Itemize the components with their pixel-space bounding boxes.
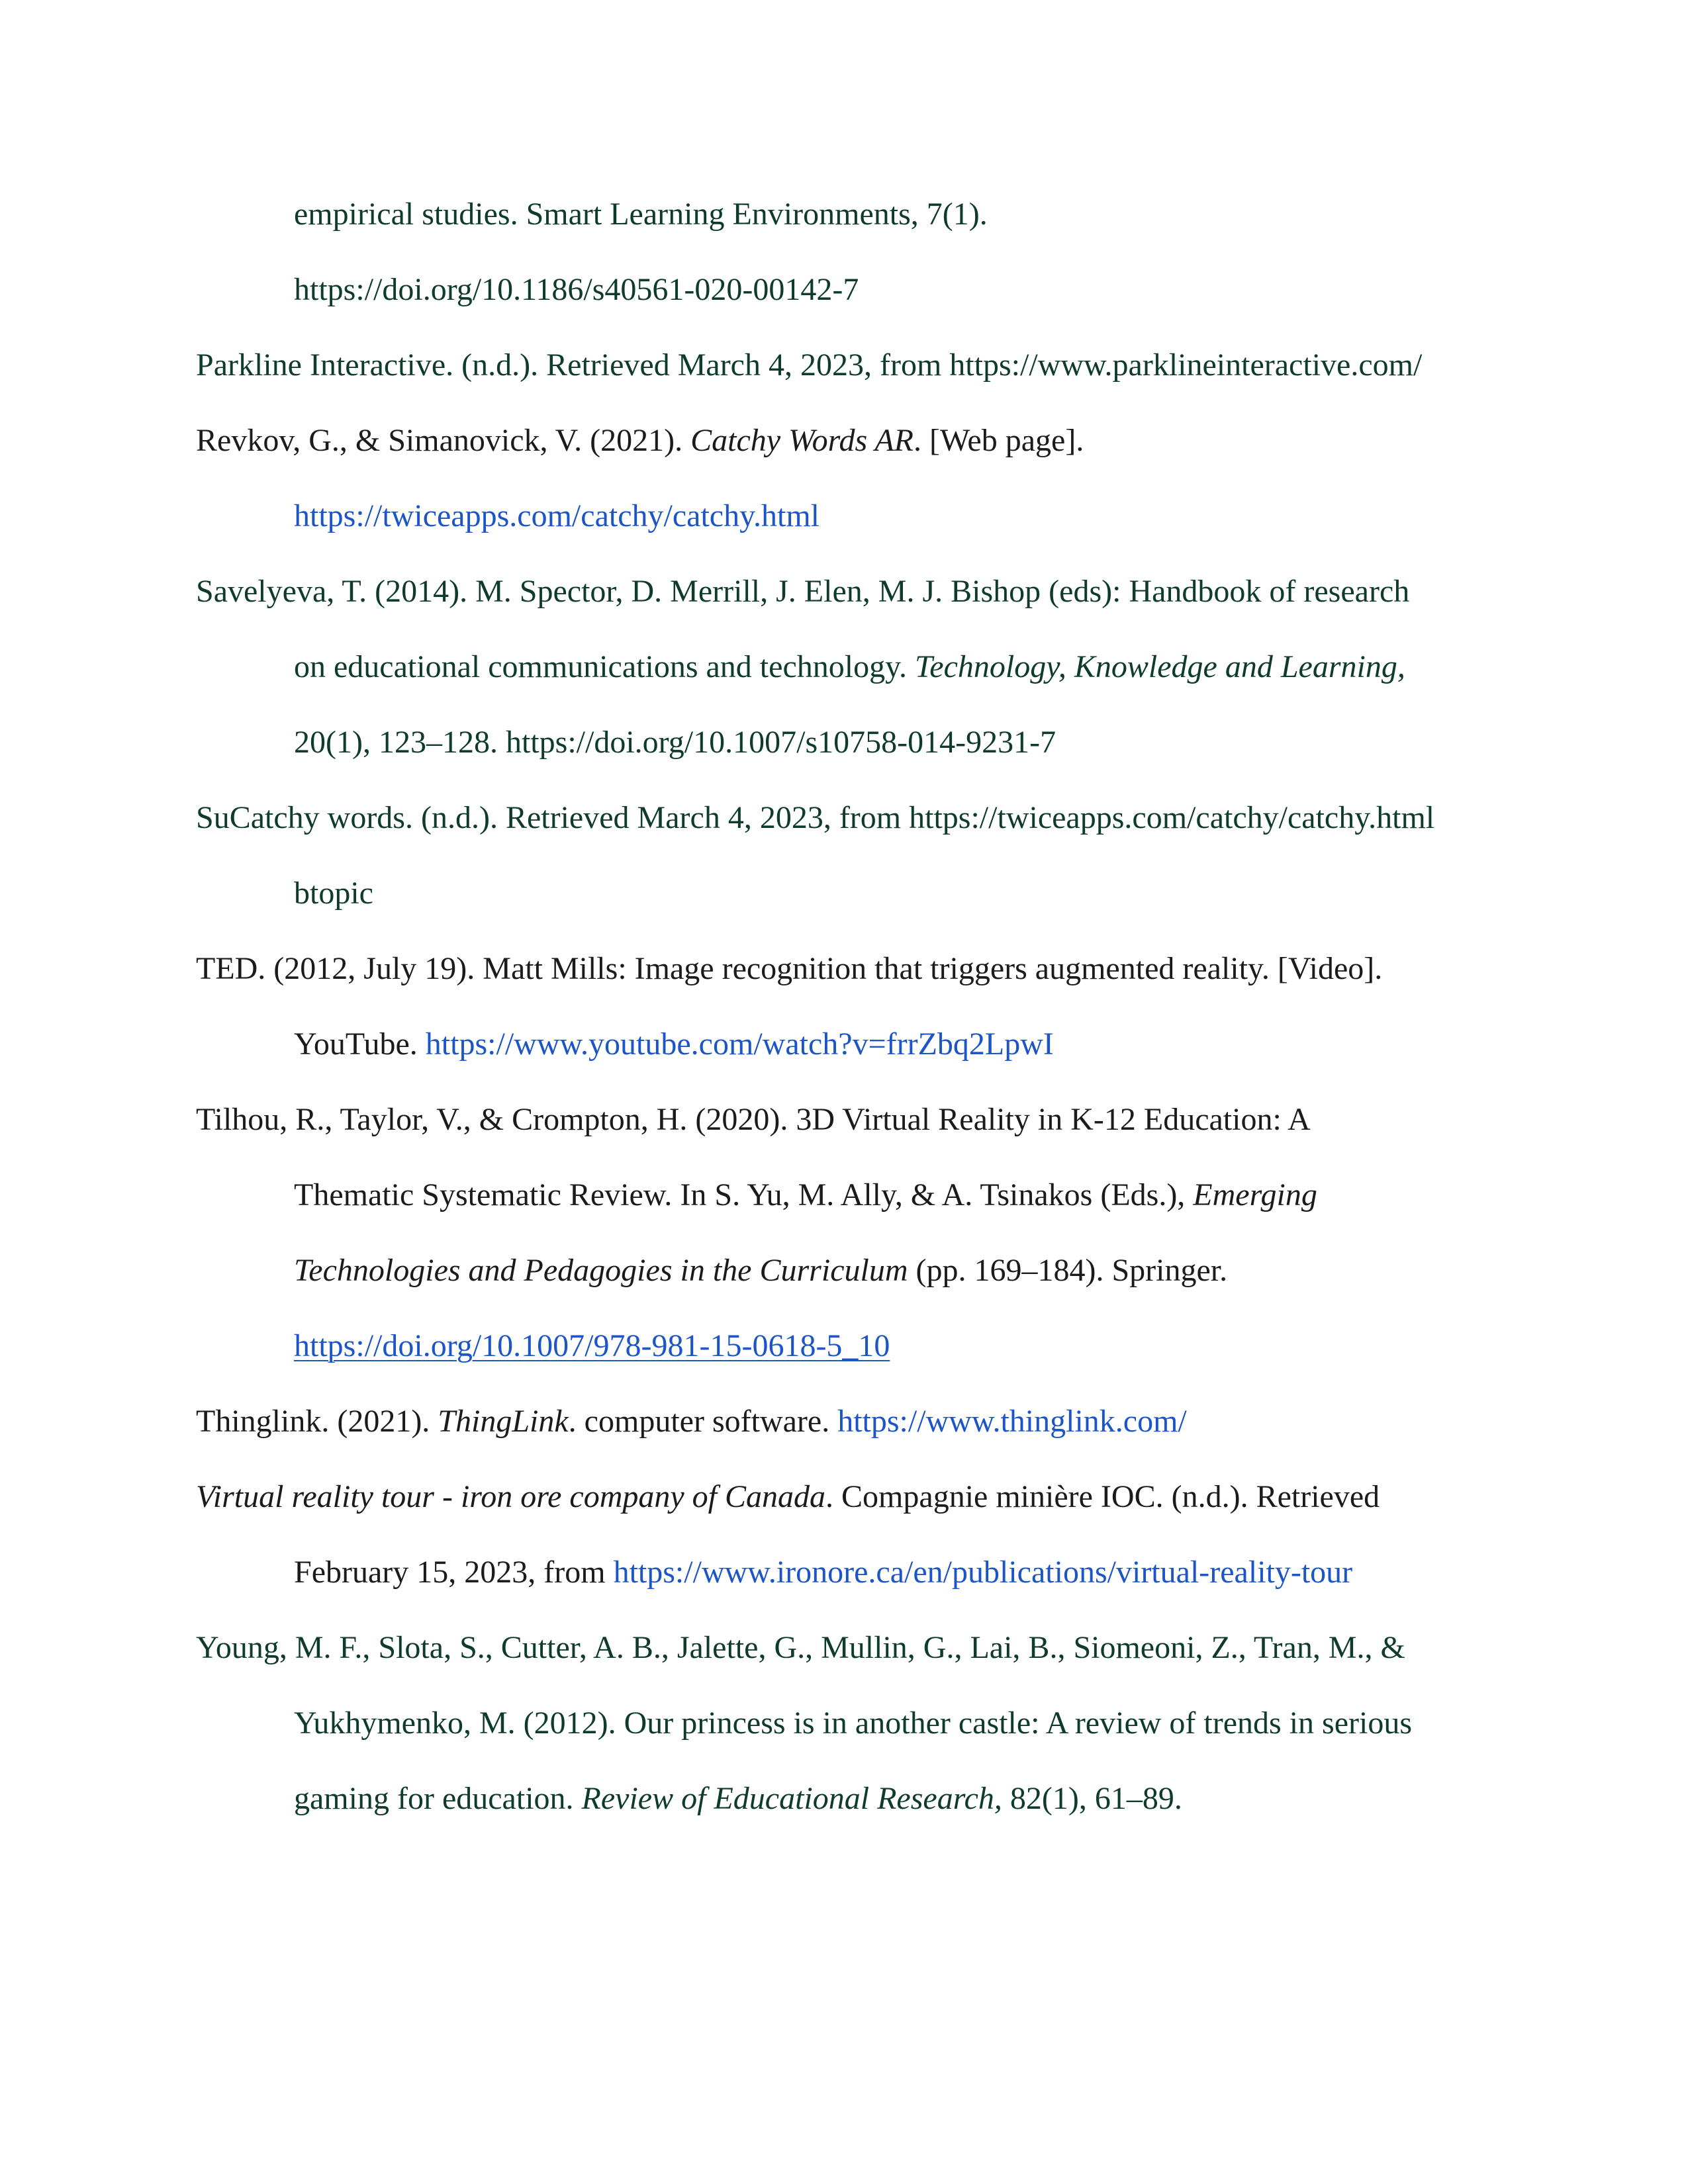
reference-tilhou-line-4[interactable] bbox=[294, 1328, 890, 1365]
reference-tilhou-line-3 bbox=[294, 1252, 1227, 1289]
ref-text: gaming for education. bbox=[294, 1781, 582, 1816]
doi-text: https://doi.org/10.1186/s40561-020-00142-7 bbox=[294, 272, 859, 307]
reference-ioc-line-2 bbox=[294, 1554, 1352, 1591]
reference-savelyeva-line-1 bbox=[196, 573, 1409, 610]
reference-revkov-line-1 bbox=[196, 422, 1084, 459]
reference-young-line-1 bbox=[196, 1629, 1405, 1666]
reference-young-line-3 bbox=[294, 1780, 1182, 1817]
reference-ted-line-1 bbox=[196, 950, 1382, 987]
reference-ted-line-2 bbox=[294, 1026, 1054, 1063]
journal-italic: Technology, Knowledge and Learning, bbox=[914, 649, 1405, 684]
ref-text: btopic bbox=[294, 876, 373, 911]
journal-italic: Review of Educational Research, bbox=[581, 1781, 1002, 1816]
ref-text: on educational communications and technology. bbox=[294, 649, 915, 684]
reference-tilhou-line-2 bbox=[294, 1177, 1317, 1214]
title-italic: Virtual reality tour bbox=[196, 1479, 434, 1514]
reference-continuation-line-1 bbox=[294, 196, 988, 233]
reference-thinglink bbox=[196, 1403, 1187, 1440]
title-italic: iron ore company of Canada bbox=[460, 1479, 826, 1514]
ref-text: . computer software. bbox=[568, 1404, 838, 1439]
catchy-link[interactable]: https://twiceapps.com/catchy/catchy.html bbox=[294, 498, 820, 533]
ref-text: SuCatchy words. (n.d.). Retrieved March 4, 2023, from https://twiceapps.com/catchy/catchy.html bbox=[196, 800, 1435, 835]
ref-text: Savelyeva, T. (2014). M. Spector, D. Merrill, J. Elen, M. J. Bishop (eds): Handbook of research bbox=[196, 574, 1410, 609]
thinglink-link[interactable]: https://www.thinglink.com/ bbox=[837, 1404, 1187, 1439]
reference-tilhou-line-1 bbox=[196, 1101, 1311, 1138]
reference-savelyeva-line-2 bbox=[294, 649, 1405, 686]
ref-text: empirical studies. Smart Learning Environments, 7(1). bbox=[294, 197, 988, 232]
ref-text: . [Web page]. bbox=[913, 423, 1084, 458]
reference-ioc-line-1 bbox=[196, 1479, 1380, 1516]
ref-title-italic: Catchy Words AR bbox=[690, 423, 914, 458]
ref-text: Tilhou, R., Taylor, V., & Crompton, H. (2020). 3D Virtual Reality in K-12 Education: A bbox=[196, 1102, 1311, 1137]
ref-text: . Compagnie minière IOC. (n.d.). Retrieved bbox=[825, 1479, 1380, 1514]
reference-sucatchy-line-2 bbox=[294, 875, 373, 912]
doi-link[interactable]: https://doi.org/10.1007/978-981-15-0618-5_10 bbox=[294, 1328, 890, 1363]
reference-parkline bbox=[196, 347, 1422, 384]
ref-text: Parkline Interactive. (n.d.). Retrieved March 4, 2023, from https://www.parklineinteractive.com/ bbox=[196, 347, 1423, 383]
book-title-italic: Technologies and Pedagogies in the Curriculum bbox=[294, 1253, 908, 1288]
reference-savelyeva-line-3 bbox=[294, 724, 1056, 761]
reference-sucatchy-line-1 bbox=[196, 799, 1434, 837]
ref-text: 82(1), 61–89. bbox=[1002, 1781, 1182, 1816]
ref-text: February 15, 2023, from bbox=[294, 1555, 614, 1590]
reference-revkov-line-2[interactable] bbox=[294, 498, 820, 535]
reference-young-line-2 bbox=[294, 1705, 1412, 1742]
ref-text: 20(1), 123–128. https://doi.org/10.1007/s10758-014-9231-7 bbox=[294, 725, 1056, 760]
ref-text: YouTube. bbox=[294, 1026, 426, 1062]
ref-text: TED. (2012, July 19). Matt Mills: Image recognition that triggers augmented reality. [Video]. bbox=[196, 951, 1383, 986]
ref-text: Yukhymenko, M. (2012). Our princess is in another castle: A review of trends in serious bbox=[294, 1706, 1413, 1741]
youtube-link[interactable]: https://www.youtube.com/watch?v=frrZbq2LpwI bbox=[425, 1026, 1054, 1062]
ironore-link[interactable]: https://www.ironore.ca/en/publications/virtual-reality-tour bbox=[613, 1555, 1353, 1590]
reference-continuation-line-2 bbox=[294, 271, 859, 308]
book-title-italic: Emerging bbox=[1193, 1177, 1317, 1212]
ref-text: Young, M. F., Slota, S., Cutter, A. B., Jalette, G., Mullin, G., Lai, B., Siomeoni, Z., Tran, M., & bbox=[196, 1630, 1405, 1665]
software-title-italic: ThingLink bbox=[438, 1404, 569, 1439]
ref-text: Revkov, G., & Simanovick, V. (2021). bbox=[196, 423, 691, 458]
ref-text: Thematic Systematic Review. In S. Yu, M. Ally, & A. Tsinakos (Eds.), bbox=[294, 1177, 1194, 1212]
ref-text: Thinglink. (2021). bbox=[196, 1404, 438, 1439]
ref-text: - bbox=[434, 1479, 461, 1514]
ref-text: (pp. 169–184). Springer. bbox=[908, 1253, 1228, 1288]
